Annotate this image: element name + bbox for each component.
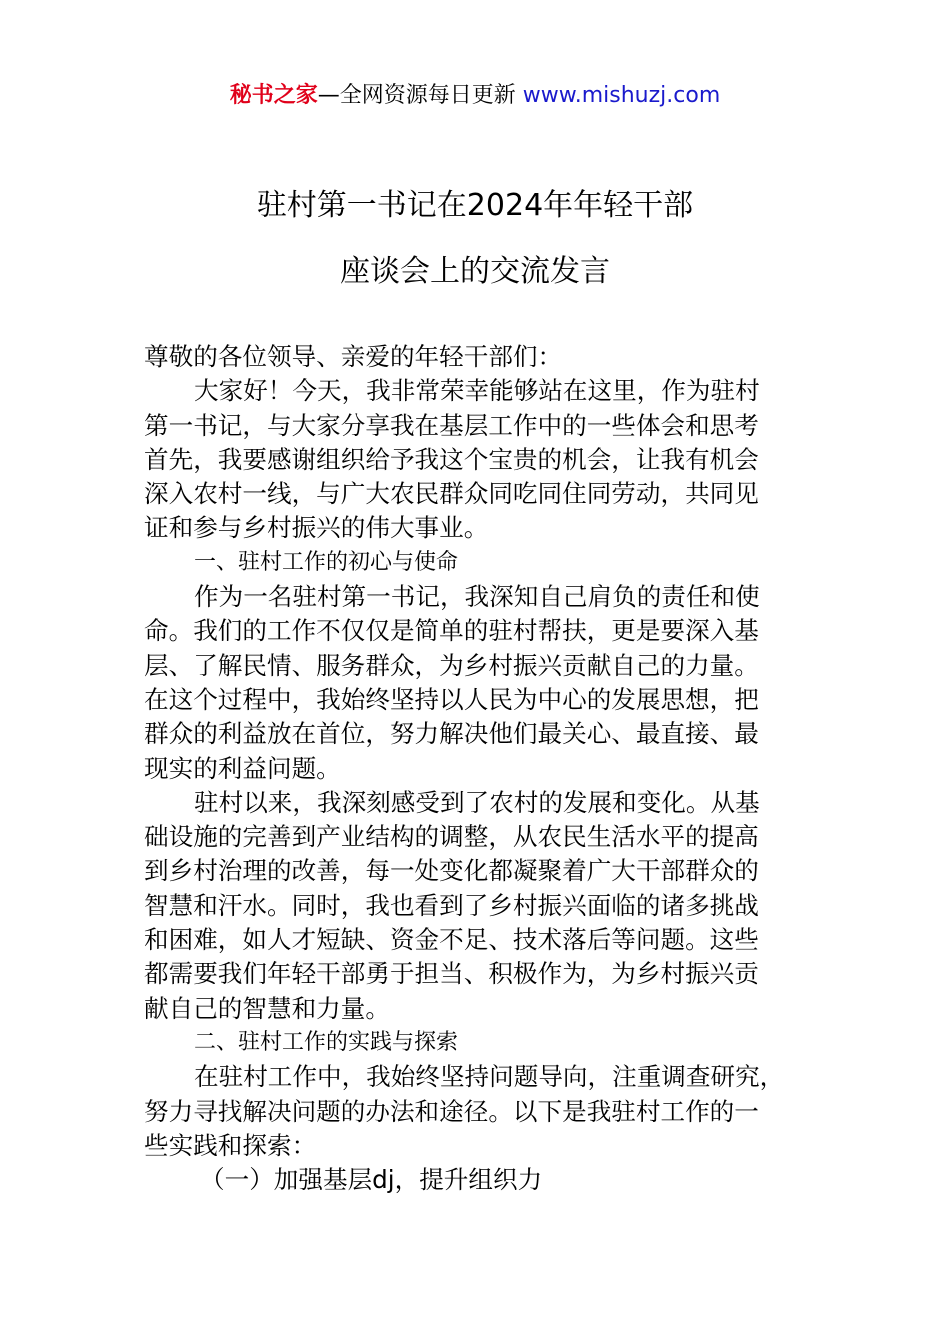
paragraph-line: 首先，我要感谢组织给予我这个宝贵的机会，让我有机会 bbox=[144, 444, 759, 474]
subsection-heading: （一）加强基层dj，提升组织力 bbox=[200, 1165, 543, 1195]
paragraph-line: 智慧和汗水。同时，我也看到了乡村振兴面临的诸多挑战 bbox=[144, 890, 759, 920]
paragraph-line: 努力寻找解决问题的办法和途径。以下是我驻村工作的一 bbox=[144, 1096, 759, 1126]
paragraph-line: 在驻村工作中，我始终坚持问题导向，注重调查研究， bbox=[194, 1062, 785, 1092]
paragraph-line: 到乡村治理的改善，每一处变化都凝聚着广大干部群众的 bbox=[144, 856, 759, 886]
paragraph-line: 第一书记，与大家分享我在基层工作中的一些体会和思考 bbox=[144, 410, 759, 440]
paragraph-line: 和困难，如人才短缺、资金不足、技术落后等问题。这些 bbox=[144, 925, 759, 955]
site-header bbox=[0, 80, 950, 112]
paragraph-line: 命。我们的工作不仅仅是简单的驻村帮扶，更是要深入基 bbox=[144, 616, 759, 646]
paragraph-line: 作为一名驻村第一书记，我深知自己肩负的责任和使 bbox=[194, 582, 760, 612]
paragraph-line: 驻村以来，我深刻感受到了农村的发展和变化。从基 bbox=[194, 787, 760, 817]
paragraph-line: 证和参与乡村振兴的伟大事业。 bbox=[144, 513, 489, 543]
section-heading: 一、驻村工作的初心与使命 bbox=[194, 549, 459, 575]
site-link[interactable]: www.mishuzj.com bbox=[522, 83, 721, 108]
paragraph-line: 都需要我们年轻干部勇于担当、积极作为，为乡村振兴贡 bbox=[144, 959, 759, 989]
paragraph-line: 深入农村一线，与广大农民群众同吃同住同劳动，共同见 bbox=[144, 479, 759, 509]
paragraph-line: 献自己的智慧和力量。 bbox=[144, 993, 390, 1023]
header-tagline: —全网资源每日更新 bbox=[317, 83, 523, 108]
document-title-line-2: 座谈会上的交流发言 bbox=[340, 254, 610, 289]
paragraph-line: 在这个过程中，我始终坚持以人民为中心的发展思想，把 bbox=[144, 684, 759, 714]
document-title-line-1: 驻村第一书记在2024年年轻干部 bbox=[256, 188, 694, 223]
document-body bbox=[144, 340, 834, 1197]
paragraph-line: 群众的利益放在首位，努力解决他们最关心、最直接、最 bbox=[144, 719, 759, 749]
paragraph-line: 础设施的完善到产业结构的调整，从农民生活水平的提高 bbox=[144, 822, 759, 852]
paragraph-line: 些实践和探索： bbox=[144, 1130, 317, 1160]
salutation: 尊敬的各位领导、亲爱的年轻干部们： bbox=[144, 342, 563, 371]
section-heading: 二、驻村工作的实践与探索 bbox=[194, 1029, 459, 1055]
paragraph-line: 层、了解民情、服务群众，为乡村振兴贡献自己的力量。 bbox=[144, 650, 759, 680]
paragraph-line: 大家好！今天，我非常荣幸能够站在这里，作为驻村 bbox=[194, 376, 760, 406]
brand-name: 秘书之家 bbox=[229, 83, 318, 108]
paragraph-line: 现实的利益问题。 bbox=[144, 753, 341, 783]
